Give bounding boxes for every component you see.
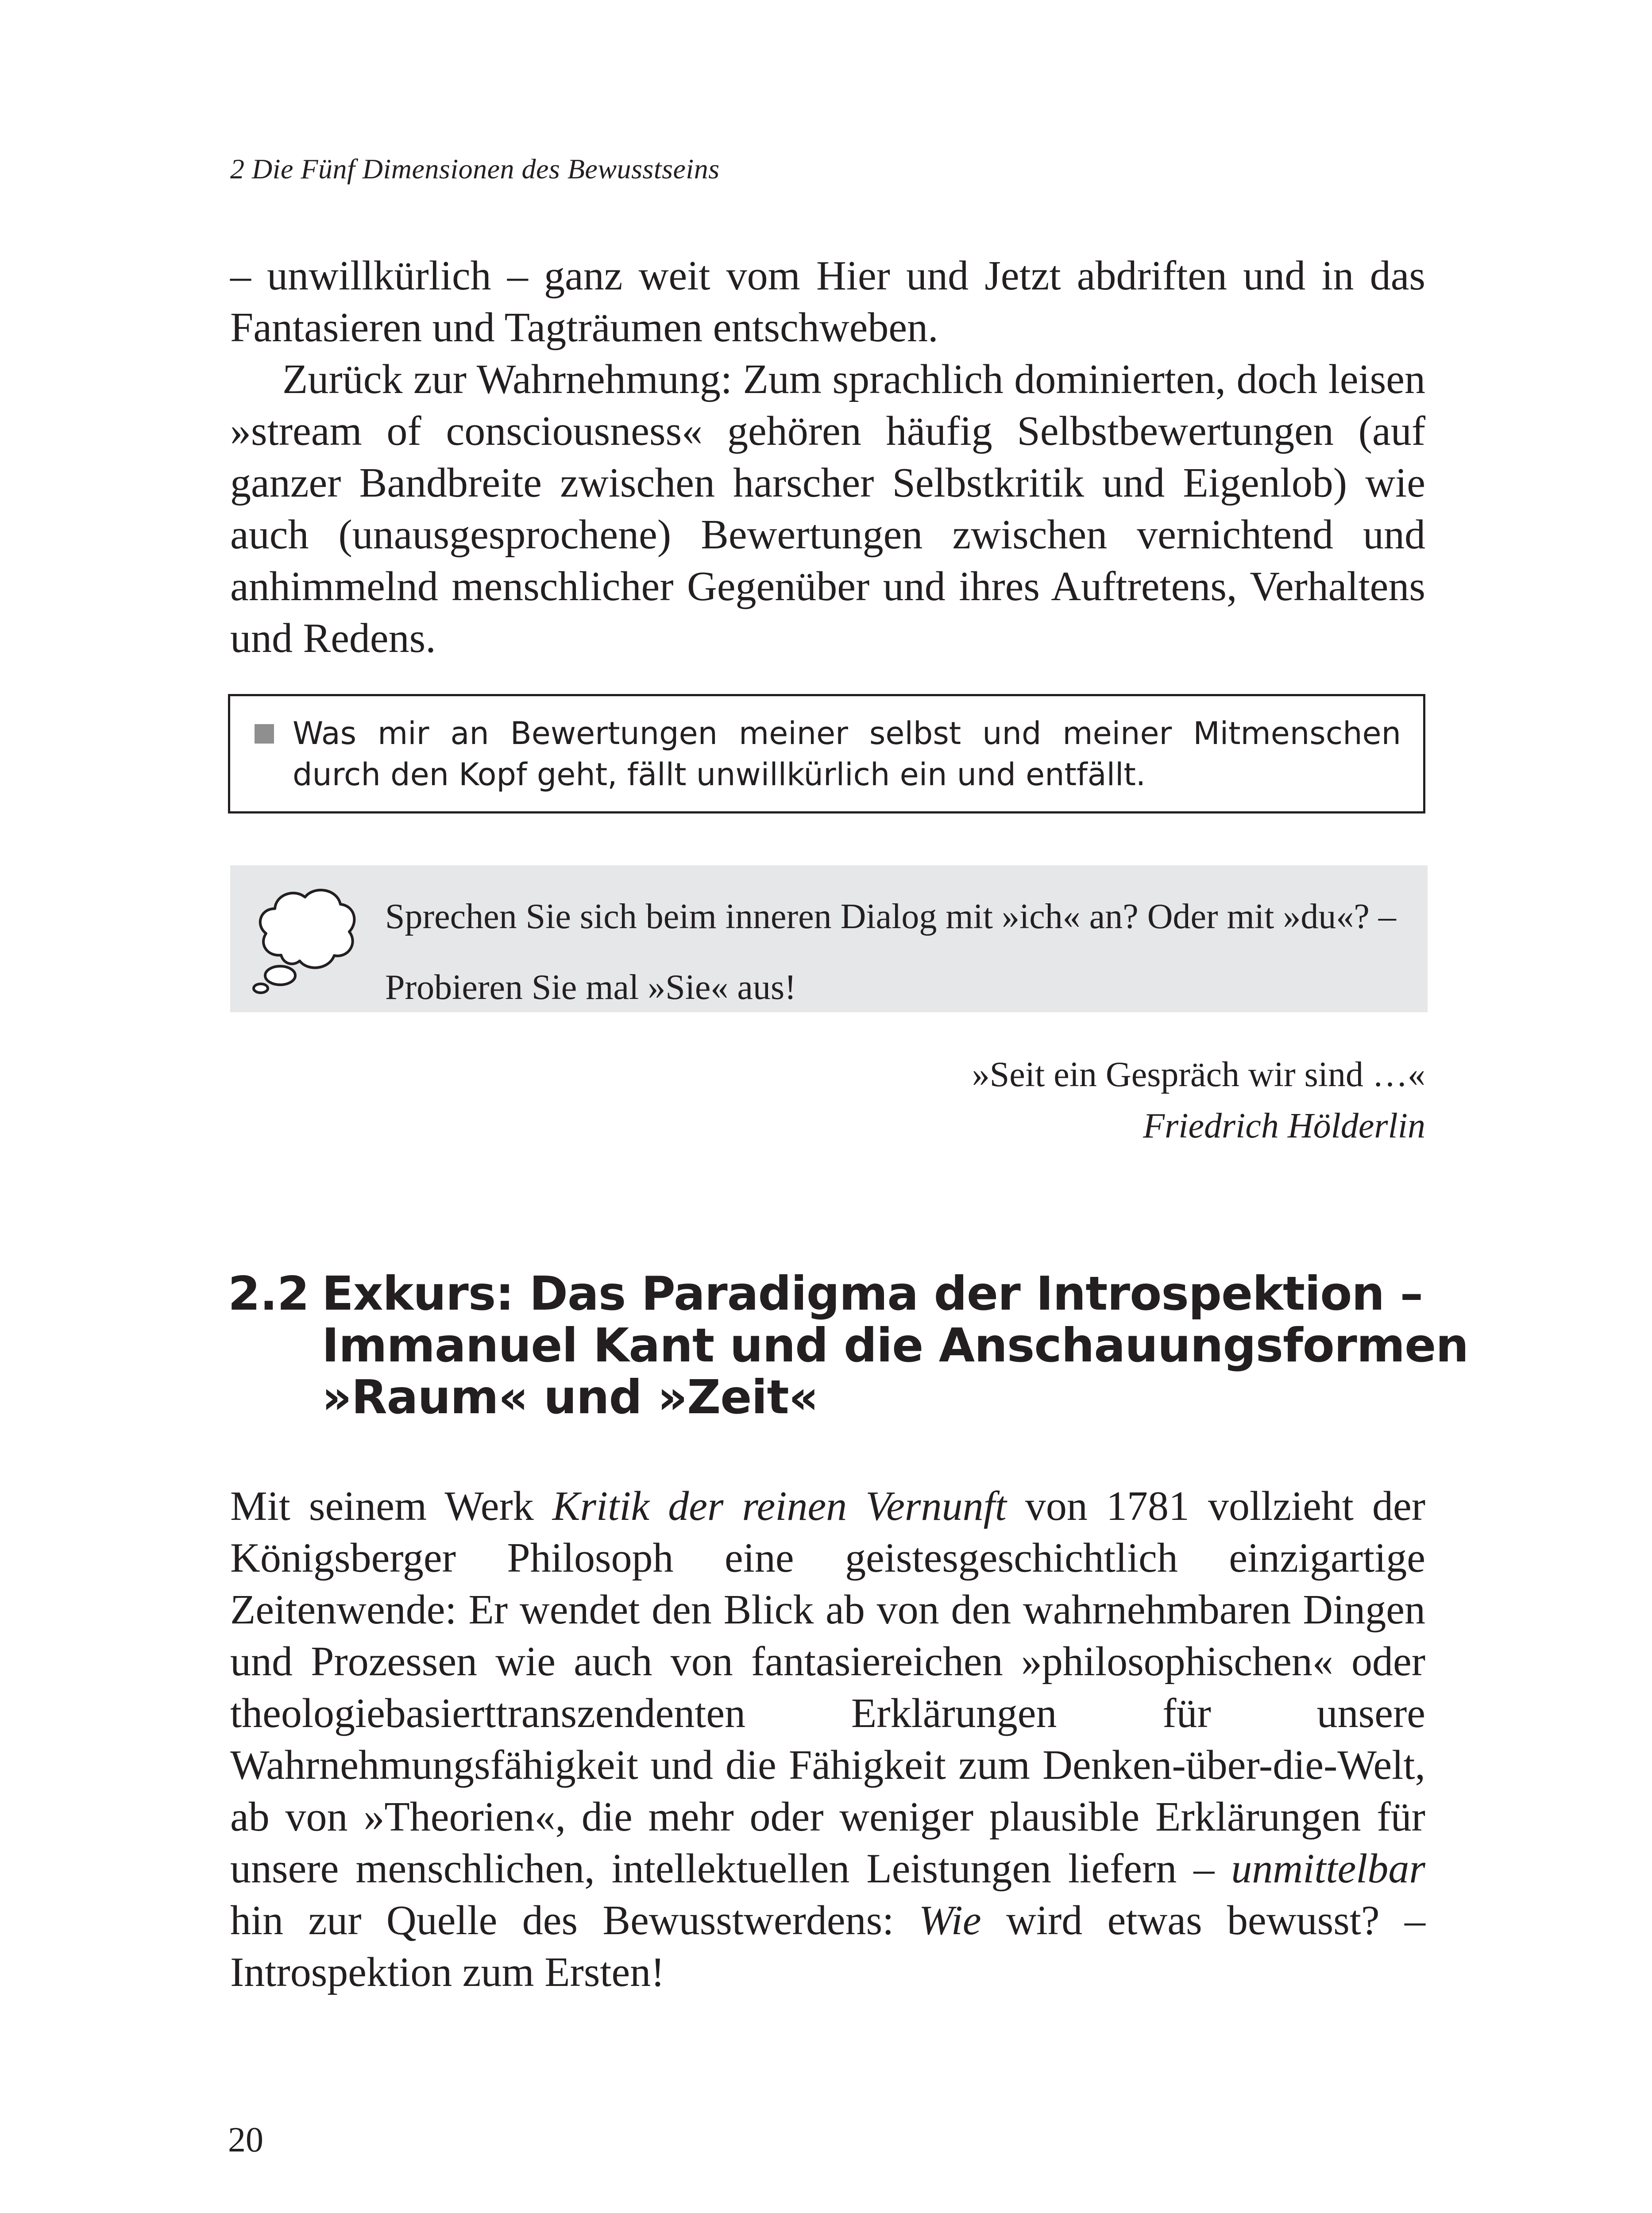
question-text — [385, 881, 1417, 1023]
book-title: Kritik der reinen Vernunft — [552, 1483, 1007, 1529]
page-number: 20 — [228, 2120, 263, 2159]
square-bullet-icon — [255, 724, 274, 744]
statement-box — [228, 694, 1425, 813]
running-head: 2 Die Fünf Dimensionen des Bewusstseins — [230, 153, 720, 185]
paragraph-perception: Zurück zur Wahrnehmung: Zum sprachlich dominierten, doch leisen »stream of consciousness« gehören häufig Selbstbewertungen (auf ganzer Bandbreite zwischen harscher Selbstkritik und Eigenlob) wie auch (unausgesprochene) Bewertungen zwischen vernichtend und anhimmelnd menschlicher Gegenüber und ihres Auftretens, Verhaltens und Redens. — [230, 356, 1425, 661]
section-title-line-1: Exkurs: Das Paradigma der Introspektion – — [322, 1267, 1423, 1321]
opening-text — [230, 250, 1425, 664]
section-number: 2.2 — [228, 1267, 309, 1321]
emphasis: Wie — [919, 1897, 981, 1943]
text-run: wird etwas bewusst? – Introspektion zum Ersten! — [230, 1897, 1425, 1995]
paragraph-kant — [230, 1480, 1425, 1998]
section-title-line-3: »Raum« und »Zeit« — [322, 1370, 818, 1424]
question-line-1: Sprechen Sie sich beim inneren Dialog mit »ich« an? Oder mit »du«? – — [385, 897, 1396, 936]
text-run: Mit seinem Werk — [230, 1483, 552, 1529]
thought-bubble-icon — [250, 882, 361, 995]
emphasis: unmittelbar — [1231, 1846, 1425, 1892]
paragraph-continuation: – unwillkürlich – ganz weit vom Hier und Jetzt abdriften und in das Fantasieren und Tagträumen entschweben. — [230, 253, 1425, 351]
quote-text: »Seit ein Gespräch wir sind …« — [972, 1055, 1425, 1094]
epigraph-quote — [972, 1049, 1425, 1152]
kant-text — [230, 1480, 1425, 1998]
statement-text: Was mir an Bewertungen meiner selbst und meiner Mitmenschen durch den Kopf geht, fällt unwillkürlich ein und entfällt. — [293, 715, 1401, 793]
reflection-question-box — [230, 865, 1428, 1012]
quote-author: Friedrich Hölderlin — [1143, 1106, 1425, 1145]
question-line-2: Probieren Sie mal »Sie« aus! — [385, 968, 796, 1007]
section-title — [322, 1268, 1473, 1423]
text-run: von 1781 vollzieht der Königsberger Philosoph eine geistesgeschichtlich einzigartige Zeitenwende: Er wendet den Blick ab von den wahrnehmbaren Dingen und Prozessen wie auch von fantasiereichen »philosophischen« oder theologiebasierttranszendenten Erklärungen für unsere Wahrnehmungsfähigkeit und die Fähigkeit zum Denken-über-die-Welt, ab von »Theorien«, die mehr oder weniger plausible Erklärungen für unsere menschlichen, intellektuellen Leistungen liefern – — [230, 1483, 1425, 1892]
section-title-line-2: Immanuel Kant und die Anschauungsformen — [322, 1319, 1469, 1373]
text-run: hin zur Quelle des Bewusstwerdens: — [230, 1897, 919, 1943]
